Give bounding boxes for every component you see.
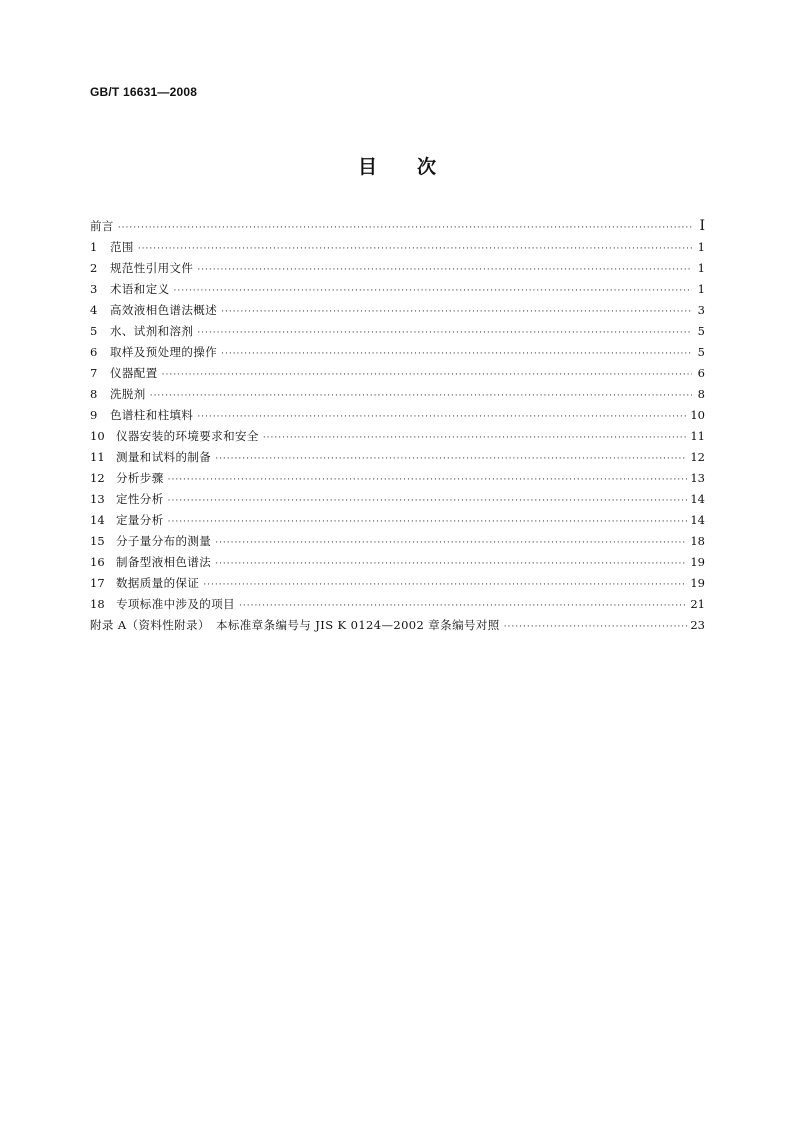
page-title [0,152,794,179]
toc-entry-page: 19 [690,576,705,590]
toc-entry-11[interactable] [90,447,705,468]
toc-entry-6[interactable] [90,342,705,363]
toc-leader-dots [203,575,687,596]
toc-entry-label: 前言 [90,219,114,233]
toc-entry-number: 11 [90,450,105,464]
toc-entry-number: 18 [90,597,105,611]
toc-entry-number: 14 [90,513,105,527]
toc-entry-label: 范围 [110,240,134,254]
toc-leader-dots [504,617,688,638]
toc-entry-number: 8 [90,387,98,401]
toc-entry-9[interactable] [90,405,705,426]
toc-entry-page: 21 [690,597,705,611]
title-part-1: 目 [357,156,377,178]
toc-entry-page: 10 [690,408,705,422]
toc-entry-number: 16 [90,555,105,569]
toc-leader-dots [150,386,692,407]
toc-entry-3[interactable] [90,279,705,300]
toc-leader-dots [168,470,688,491]
toc-entry-page: 1 [697,282,705,296]
toc-entry-label: 水、试剂和溶剂 [110,324,194,338]
toc-entry-label: 定性分析 [116,492,164,506]
toc-entry-page: 14 [690,492,705,506]
toc-entry-label: 术语和定义 [110,282,170,296]
toc-entry-label: 取样及预处理的操作 [110,345,218,359]
toc-entry-number: 9 [90,408,98,422]
toc-entry-number: 5 [90,324,98,338]
toc-leader-dots [162,365,692,386]
toc-leader-dots [215,533,687,554]
toc-entry-page: 3 [697,303,705,317]
toc-entry-number: 1 [90,240,98,254]
toc-entry-page: 12 [690,450,705,464]
toc-leader-dots [263,428,688,449]
toc-entry-number: 12 [90,471,105,485]
toc-entry-number: 3 [90,282,98,296]
toc-entry-label: 定量分析 [116,513,164,527]
toc-entry-17[interactable] [90,573,705,594]
toc-entry-page: 6 [697,366,705,380]
toc-entry-7[interactable] [90,363,705,384]
toc-entry-number: 13 [90,492,105,506]
toc-leader-dots [221,302,692,323]
toc-leader-dots [197,260,692,281]
toc-leader-dots [168,491,688,512]
standard-code: GB/T 16631—2008 [90,85,198,99]
toc-leader-dots [215,554,687,575]
toc-entry-number: 15 [90,534,105,548]
toc-entry-label: 附录 A（资料性附录） 本标准章条编号与 JIS K 0124—2002 章条编号对照 [90,618,500,632]
toc-entry-number: 2 [90,261,98,275]
toc-entry-number: 6 [90,345,98,359]
toc-leader-dots [239,596,687,617]
toc-leader-dots [221,344,692,365]
toc-entry-label: 仪器配置 [110,366,158,380]
toc-entry-label: 数据质量的保证 [116,576,200,590]
toc-entry-label: 制备型液相色谱法 [116,555,212,569]
toc-entry-13[interactable] [90,489,705,510]
toc-entry-label: 高效液相色谱法概述 [110,303,218,317]
toc-entry-5[interactable] [90,321,705,342]
toc-entry-label: 规范性引用文件 [110,261,194,275]
toc-entry-label: 色谱柱和柱填料 [110,408,194,422]
toc-entry-8[interactable] [90,384,705,405]
toc-leader-dots [138,239,692,260]
toc-entry-page: 8 [697,387,705,401]
toc-entry-number: 4 [90,303,98,317]
toc-entry-foreword[interactable] [90,216,705,237]
toc-entry-page: Ⅰ [699,218,705,234]
toc-entry-page: 19 [690,555,705,569]
table-of-contents [90,216,705,636]
toc-entry-2[interactable] [90,258,705,279]
toc-entry-label: 洗脱剂 [110,387,146,401]
toc-entry-page: 11 [690,429,705,443]
toc-entry-annex-a[interactable] [90,615,705,636]
toc-entry-label: 分子量分布的测量 [116,534,212,548]
toc-entry-page: 14 [690,513,705,527]
title-part-2: 次 [417,156,437,178]
toc-entry-page: 1 [697,240,705,254]
toc-leader-dots [168,512,688,533]
toc-leader-dots [215,449,687,470]
toc-entry-number: 17 [90,576,105,590]
toc-entry-1[interactable] [90,237,705,258]
toc-leader-dots [197,323,692,344]
toc-entry-number: 10 [90,429,105,443]
toc-entry-label: 分析步骤 [116,471,164,485]
toc-entry-page: 5 [697,324,705,338]
toc-entry-page: 23 [690,618,705,632]
toc-leader-dots [197,407,687,428]
toc-entry-page: 13 [690,471,705,485]
toc-entry-number: 7 [90,366,98,380]
toc-entry-label: 仪器安装的环境要求和安全 [116,429,259,443]
toc-entry-label: 测量和试料的制备 [116,450,212,464]
toc-entry-14[interactable] [90,510,705,531]
toc-entry-page: 1 [697,261,705,275]
toc-entry-15[interactable] [90,531,705,552]
toc-entry-18[interactable] [90,594,705,615]
toc-leader-dots [118,218,692,239]
toc-entry-label: 专项标准中涉及的项目 [116,597,235,611]
toc-entry-16[interactable] [90,552,705,573]
toc-entry-10[interactable] [90,426,705,447]
toc-entry-12[interactable] [90,468,705,489]
toc-leader-dots [174,281,693,302]
toc-entry-page: 18 [690,534,705,548]
toc-entry-page: 5 [697,345,705,359]
toc-entry-4[interactable] [90,300,705,321]
